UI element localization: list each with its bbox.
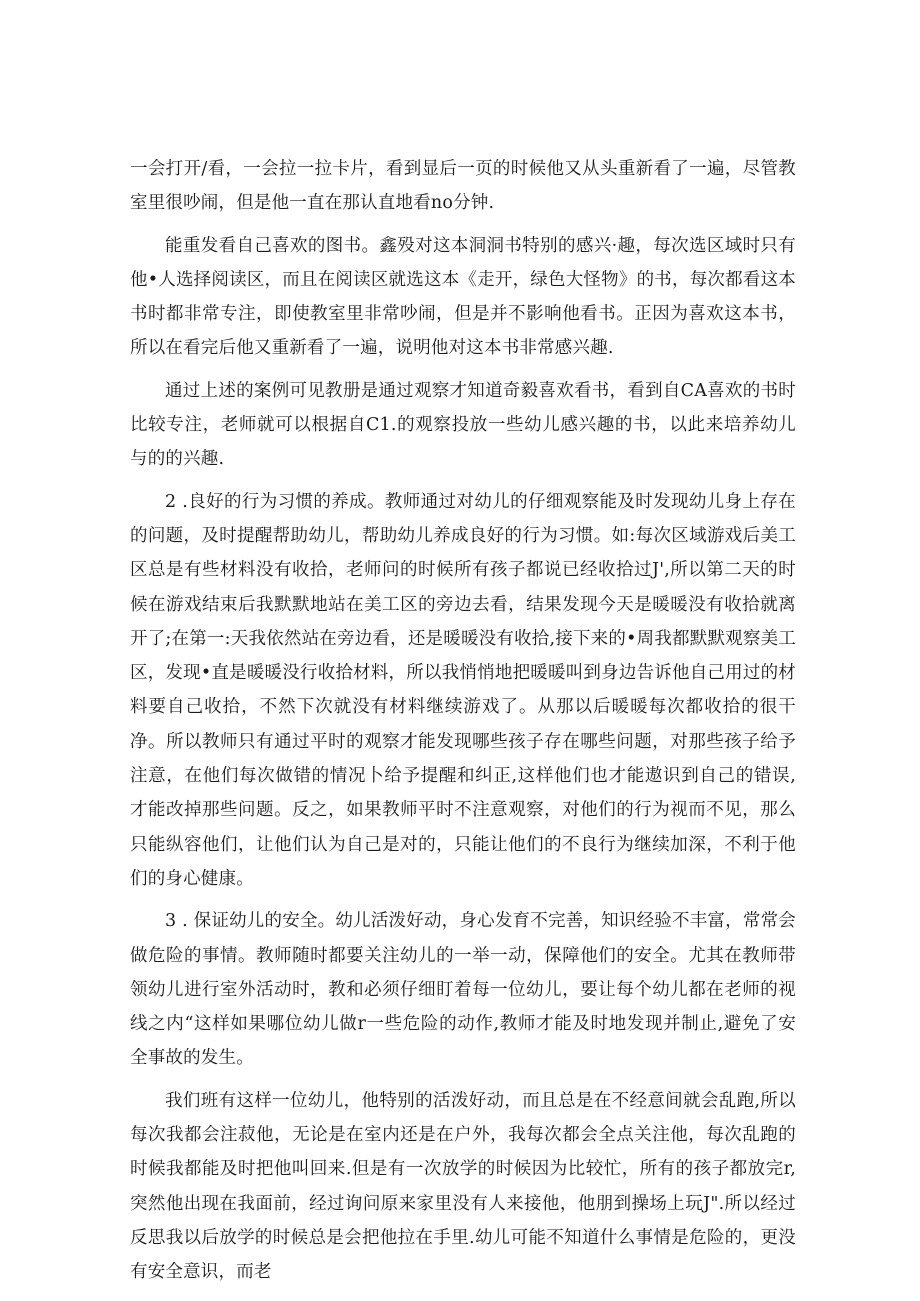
document-body <box>130 152 796 1298</box>
paragraph-point-2-habits: 2 .良好的行为习惯的养成。教师通过对幼儿的仔细观察能及时发现幼儿身上存在的问题，及时提醒帮助幼儿，帮助幼儿养成良好的行为习惯。如:每次区域游戏后美工区总是有些材料没有收拾，老师问的时候所有孩子都说已经收拾过J',所以第二天的时候在游戏结束后我默默地站在美工区的旁边去看，结果发现今天是暖暖没有收拾就离开了;在第一:天我依然站在旁边看，还是暖暖没有收拾,接下来的•周我都默默观察美工区，发现•直是暖暖没行收拾材料，所以我悄悄地把暖暖叫到身边告诉他自己用过的材料要自己收拾，不然下次就没有材料继续游戏了。从那以后暖暖每次都收拾的很干净。所以教师只有通过平时的观察才能发现哪些孩子存在哪些问题，对那些孩子给予注意，在他们每次做错的情况卜给予提醒和纠正,这样他们也才能遨识到自己的错误,才能改掉那些问题。反之，如果教师平时不注意观察，对他们的行为视而不见，那么只能纵容他们，让他们认为自己是对的，只能让他们的不良行为继续加深，不利于他们的身心健康。 <box>130 491 796 889</box>
paragraph-continuation: 一会打开/看，一会拉一拉卡片，看到显后一页的时候他又从头重新看了一遍，尽管教室里很吵闹，但是他一直在那认直地看no分钟. <box>130 159 796 214</box>
paragraph-observation-summary: 通过上述的案例可见教册是通过观察才知道奇毅喜欢看书，看到自CA喜欢的书时比较专注，老师就可以根据自C1.的观察投放一些幼儿感兴趣的书，以此来培养幼儿与的的兴趣. <box>130 380 796 470</box>
paragraph-favorite-books: 能重发看自己喜欢的图书。鑫殁对这本洞洞书特别的感兴·趣，每次选区域时只有他•人选择阅读区，而且在阅读区就选这本《走开，绿色大怪物》的书，每次都看这本书时都非常专注，即使教室里非常吵闹，但是并不影响他看书。正因为喜欢这本书，所以在看完后他又重新看了一遍，说明他对这本书非常感兴趣. <box>130 235 796 359</box>
paragraph-safety-case: 我们班有这样一位幼儿，他特别的活泼好动，而且总是在不经意间就会乱跑,所以每次我都会注菽他，无论是在室内还是在户外，我每次都会全点关注他，每次乱跑的时候我都能及时把他叫回来.但是有一次放学的时候因为比较忙，所有的孩子都放完r,突然他出现在我面前，经过询问原来家里没有人来接他，他朋到操场上玩J".所以经过反思我以后放学的时候总是会把他拉在手里.幼儿可能不知道什么事情是危险的，更没有安全意识，而老 <box>130 1090 796 1283</box>
paragraph-point-3-safety: 3 . 保证幼儿的安全。幼儿活泼好动，身心发育不完善，知识经验不丰富，常常会做危险的事情。教师随时都要关注幼儿的一举一动，保障他们的安全。尤其在教师带领幼儿进行室外活动时，教和必须仔细盯着每一位幼儿，要让每个幼儿都在老师的视线之内“这样如果哪位幼儿做r一些危险的动作,教师才能及时地发现并制止,避免了安全事故的发生。 <box>130 911 796 1069</box>
